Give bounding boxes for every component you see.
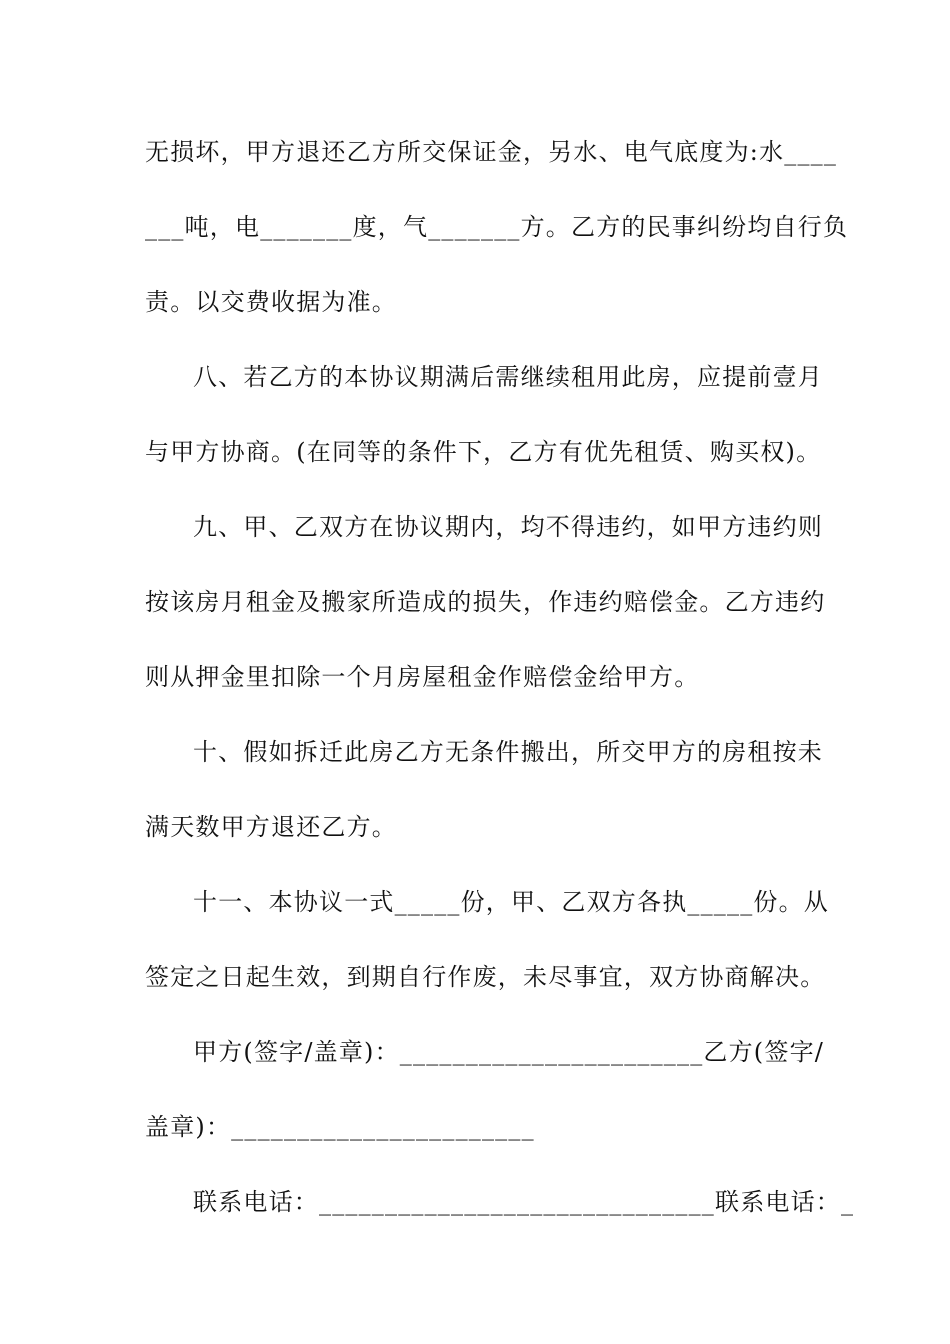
text-line-3: 责。以交费收据为准。 (145, 288, 397, 316)
clause-10-line-2: 满天数甲方退还乙方。 (145, 813, 397, 841)
clause-10-line-1: 十、假如拆迁此房乙方无条件搬出，所交甲方的房租按未 (193, 738, 823, 766)
text-line-2: ___吨，电_______度，气_______方。乙方的民事纠纷均自行负 (145, 213, 849, 241)
clause-9-line-3: 则从押金里扣除一个月房屋租金作赔偿金给甲方。 (145, 663, 700, 691)
signature-line-2: 盖章)：_______________________ (145, 1113, 535, 1141)
clause-9-line-2: 按该房月租金及搬家所造成的损失，作违约赔偿金。乙方违约 (145, 588, 826, 616)
contact-phone-line: 联系电话：______________________________联系电话：_ (193, 1188, 855, 1216)
clause-11-line-1: 十一、本协议一式_____份，甲、乙双方各执_____份。从 (193, 888, 829, 916)
clause-9-line-1: 九、甲、乙双方在协议期内，均不得违约，如甲方违约则 (193, 513, 823, 541)
clause-8-line-1: 八、若乙方的本协议期满后需继续租用此房，应提前壹月 (193, 363, 823, 391)
clause-8-line-2: 与甲方协商。(在同等的条件下，乙方有优先租赁、购买权)。 (145, 438, 822, 466)
signature-line-1: 甲方(签字/盖章)：_______________________乙方(签字/ (193, 1038, 825, 1066)
text-line-1: 无损坏，甲方退还乙方所交保证金，另水、电气底度为:水____ (145, 138, 838, 166)
clause-11-line-2: 签定之日起生效，到期自行作废，未尽事宜，双方协商解决。 (145, 963, 826, 991)
